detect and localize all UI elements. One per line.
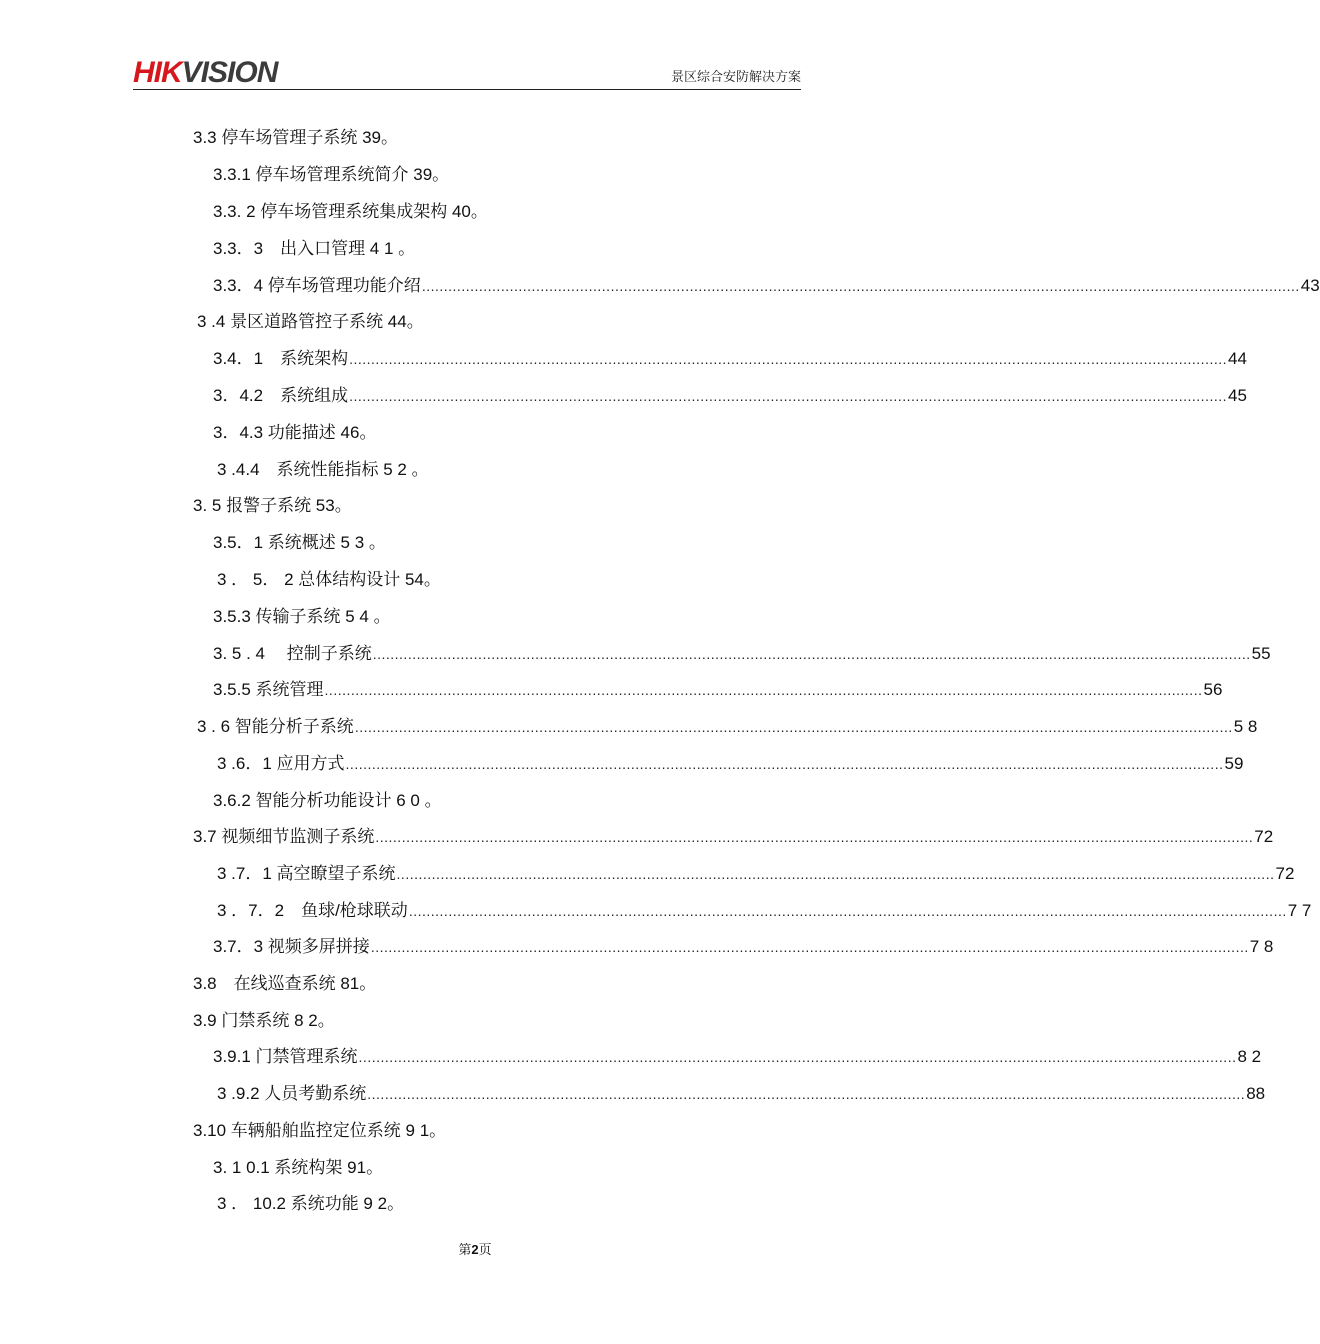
toc-entry-label: 3.3．4 停车场管理功能介绍	[213, 276, 421, 295]
toc-entry-label: 3.3.1 停车场管理系统简介 39。	[213, 165, 450, 184]
page-footer	[0, 1239, 950, 1258]
toc-entry[interactable]	[213, 348, 1247, 370]
toc-leader-dots: ........................................................................................................................................................................................................	[358, 1049, 1237, 1065]
toc-entry-page: 7 7	[1287, 901, 1312, 920]
toc-entry-label: 3.6.2 智能分析功能设计 6 0 。	[213, 791, 442, 810]
toc-entry[interactable]	[217, 459, 429, 481]
toc-entry[interactable]	[213, 790, 442, 812]
document-title: 景区综合安防解决方案	[670, 70, 801, 85]
toc-entry[interactable]	[213, 201, 488, 223]
toc-entry-page: 43	[1300, 276, 1320, 295]
toc-entry[interactable]	[197, 716, 1258, 738]
toc-entry[interactable]	[213, 532, 386, 554]
toc-entry-label: 3. 5 . 4 控制子系统	[213, 644, 372, 663]
toc-leader-dots: ........................................................................................................................................................................................................	[349, 388, 1228, 404]
toc-entry-label: 3 .6．1 应用方式	[217, 754, 345, 773]
toc-entry[interactable]	[213, 164, 449, 186]
toc-entry-label: 3. 1 0.1 系统构架 91。	[213, 1158, 384, 1177]
toc-leader-dots: ........................................................................................................................................................................................................	[370, 939, 1249, 955]
footer-suffix: 页	[478, 1243, 492, 1258]
toc-entry-label: 3.3. 2 停车场管理系统集成架构 40。	[213, 202, 488, 221]
toc-entry-label: 3．4.3 功能描述 46。	[213, 423, 377, 442]
toc-entry-label: 3.3．3 出入口管理 4 1 。	[213, 239, 416, 258]
toc-entry-label: 3.9 门禁系统 8 2。	[193, 1011, 335, 1030]
toc-entry-label: 3 .7．1 高空瞭望子系统	[217, 864, 396, 883]
toc-entry[interactable]	[217, 569, 441, 591]
toc-entry[interactable]	[213, 1157, 383, 1179]
toc-leader-dots: ........................................................................................................................................................................................................	[345, 756, 1224, 772]
toc-entry[interactable]	[217, 1083, 1266, 1105]
toc-entry-label: 3.7 视频细节监测子系统	[193, 827, 375, 846]
toc-entry-page: 72	[1275, 864, 1295, 883]
toc-entry-page: 7 8	[1249, 937, 1274, 956]
toc-entry-page: 55	[1251, 644, 1271, 663]
toc-entry[interactable]	[193, 1120, 446, 1142]
toc-entry-label: 3 .9.2 人员考勤系统	[217, 1084, 367, 1103]
toc-leader-dots: ........................................................................................................................................................................................................	[349, 351, 1228, 367]
toc-entry-label: 3. 5 报警子系统 53。	[193, 496, 352, 515]
toc-entry-label: 3 .4 景区道路管控子系统 44。	[197, 312, 424, 331]
toc-entry-label: 3 ． 5． 2 总体结构设计 54。	[217, 570, 441, 589]
footer-prefix: 第	[458, 1243, 472, 1258]
toc-entry[interactable]	[217, 1193, 404, 1215]
toc-entry-label: 3.5．1 系统概述 5 3 。	[213, 533, 386, 552]
toc-entry[interactable]	[193, 826, 1274, 848]
toc-leader-dots: ........................................................................................................................................................................................................	[408, 903, 1287, 919]
logo-hik: HIK	[133, 56, 182, 89]
toc-entry[interactable]	[193, 495, 352, 517]
toc-entry[interactable]	[213, 936, 1274, 958]
toc-entry-label: 3.7．3 视频多屏拼接	[213, 937, 370, 956]
toc-leader-dots: ........................................................................................................................................................................................................	[324, 682, 1203, 698]
toc-entry-label: 3.5.3 传输子系统 5 4 。	[213, 607, 391, 626]
toc-entry[interactable]	[217, 863, 1295, 885]
toc-entry[interactable]	[213, 422, 376, 444]
toc-entry[interactable]	[213, 679, 1223, 701]
toc-entry-label: 3 ．7．2 鱼球/枪球联动	[217, 901, 408, 920]
toc-entry-page: 8 2	[1237, 1047, 1262, 1066]
toc-leader-dots: ........................................................................................................................................................................................................	[372, 646, 1251, 662]
toc-entry[interactable]	[213, 238, 415, 260]
toc-entry[interactable]	[217, 753, 1244, 775]
toc-entry-label: 3.5.5 系统管理	[213, 680, 324, 699]
toc-entry[interactable]	[197, 311, 424, 333]
toc-entry-page: 59	[1224, 754, 1244, 773]
toc-entry[interactable]	[213, 643, 1271, 665]
toc-entry[interactable]	[213, 1046, 1262, 1068]
toc-entry[interactable]	[217, 900, 1312, 922]
toc-entry-label: 3.3 停车场管理子系统 39。	[193, 128, 398, 147]
toc-entry-page: 72	[1254, 827, 1274, 846]
toc-entry-label: 3 . 6 智能分析子系统	[197, 717, 354, 736]
toc-entry-page: 88	[1246, 1084, 1266, 1103]
logo-vision: VISION	[181, 56, 278, 89]
toc-entry-label: 3.8 在线巡查系统 81。	[193, 974, 377, 993]
toc-leader-dots: ........................................................................................................................................................................................................	[367, 1086, 1246, 1102]
toc-entry-label: 3.10 车辆船舶监控定位系统 9 1。	[193, 1121, 447, 1140]
toc-leader-dots: ........................................................................................................................................................................................................	[375, 829, 1254, 845]
toc-entry[interactable]	[193, 1010, 335, 1032]
toc-entry-label: 3 .4.4 系统性能指标 5 2 。	[217, 460, 429, 479]
toc-entry-label: 3.9.1 门禁管理系统	[213, 1047, 358, 1066]
page-number: 2	[471, 1242, 479, 1257]
toc-entry-page: 5 8	[1233, 717, 1258, 736]
toc-entry-label: 3.4．1 系统架构	[213, 349, 349, 368]
toc-entry[interactable]	[193, 973, 376, 995]
toc-entry-page: 45	[1228, 386, 1247, 405]
toc-entry-label: 3．4.2 系统组成	[213, 386, 349, 405]
toc-leader-dots: ........................................................................................................................................................................................................	[396, 866, 1275, 882]
toc-entry[interactable]	[213, 385, 1247, 407]
toc-entry[interactable]	[213, 606, 391, 628]
toc-leader-dots: ........................................................................................................................................................................................................	[421, 278, 1300, 294]
toc-leader-dots: ........................................................................................................................................................................................................	[354, 719, 1233, 735]
toc-entry[interactable]	[193, 127, 398, 149]
toc-entry-page: 56	[1203, 680, 1223, 699]
toc-entry[interactable]	[213, 275, 1320, 297]
toc-entry-page: 44	[1228, 349, 1247, 368]
toc-entry-label: 3 ． 10.2 系统功能 9 2。	[217, 1194, 405, 1213]
